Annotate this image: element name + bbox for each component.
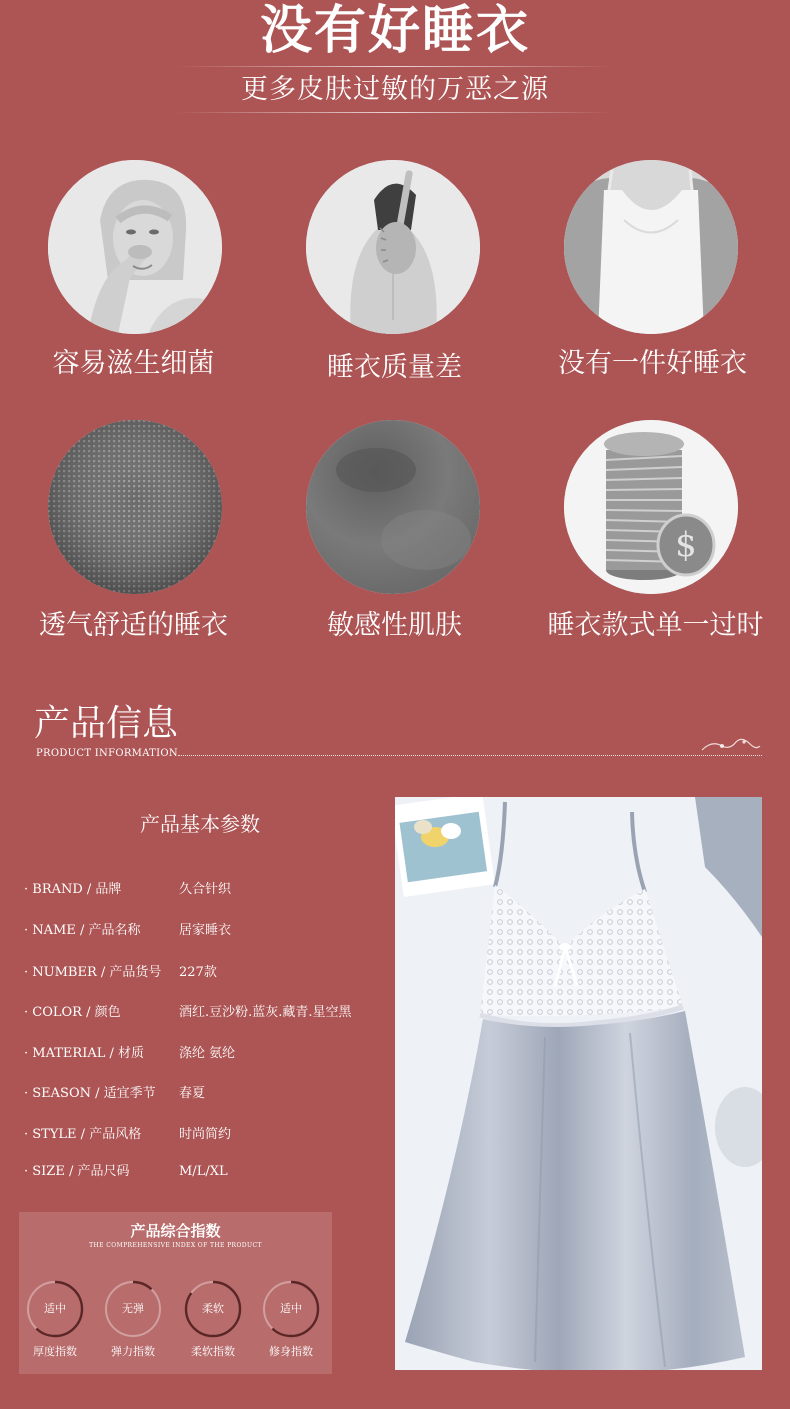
mesh-fabric-icon [48,420,222,594]
param-row-number [24,961,394,985]
index-subtitle: THE COMPREHENSIVE INDEX OF THE PRODUCT [89,1242,262,1249]
param-key: · SIZE / 产品尺码 [24,1164,130,1179]
index-value: 柔软 [202,1302,224,1315]
woman-holding-nose-icon [48,160,222,334]
coin-stack-icon [564,420,738,594]
param-row-season [24,1082,394,1106]
divider-top [175,66,615,67]
caption-breathable: 透气舒适的睡衣 [39,610,228,641]
param-key: · SEASON / 适宜季节 [24,1086,156,1101]
divider-bottom [175,112,615,113]
caption-outdated-style: 睡衣款式单一过时 [547,610,764,641]
index-label: 厚度指数 [33,1345,77,1358]
index-ring-thickness [25,1279,85,1339]
back-scrubbing-icon [306,160,480,334]
param-row-color [24,1001,394,1025]
postcard [395,797,495,897]
param-key: · NAME / 产品名称 [24,923,141,938]
param-value: M/L/XL [179,1164,228,1179]
param-value: 酒红.豆沙粉.蓝灰.藏青.星空黑 [179,1005,352,1020]
param-row-size [24,1160,394,1184]
index-panel [19,1212,332,1374]
floral-ornament-icon [700,736,762,758]
param-row-material [24,1042,394,1066]
index-value: 无弹 [122,1302,144,1315]
section-title: 产品信息 [34,703,179,744]
index-label: 柔软指数 [191,1345,235,1358]
index-value: 适中 [44,1302,66,1315]
product-photo [395,797,762,1370]
param-key: · NUMBER / 产品货号 [24,965,162,980]
param-value: 时尚简约 [179,1127,232,1142]
param-value: 227款 [179,965,217,980]
param-key: · BRAND / 品牌 [24,882,122,897]
param-value: 久合针织 [179,882,232,897]
param-row-style [24,1123,394,1147]
index-ring-fit [261,1279,321,1339]
index-ring-elasticity [103,1279,163,1339]
index-value: 适中 [280,1302,302,1315]
index-label: 弹力指数 [111,1345,155,1358]
index-title: 产品综合指数 [130,1222,221,1240]
caption-bacteria: 容易滋生细菌 [52,348,215,379]
tank-top-icon [564,160,738,334]
param-row-name [24,919,394,943]
caption-no-good-pajamas: 没有一件好睡衣 [558,348,747,379]
svg-text:$: $ [675,525,697,565]
caption-sensitive-skin: 敏感性肌肤 [327,610,462,641]
param-value: 春夏 [179,1086,206,1101]
param-key: · COLOR / 颜色 [24,1005,121,1020]
section-title-en: PRODUCT INFORMATION [36,748,178,759]
param-key: · MATERIAL / 材质 [24,1046,145,1061]
index-ring-softness [183,1279,243,1339]
param-value: 涤纶 氨纶 [179,1046,236,1061]
param-key: · STYLE / 产品风格 [24,1127,142,1142]
dotted-divider [178,755,762,756]
page-title: 没有好睡衣 [259,0,530,61]
caption-poor-quality: 睡衣质量差 [327,352,462,383]
param-value: 居家睡衣 [179,923,232,938]
index-label: 修身指数 [269,1345,313,1358]
param-row-brand [24,878,394,902]
page-subtitle: 更多皮肤过敏的万恶之源 [241,74,549,105]
params-title: 产品基本参数 [140,812,260,836]
skin-texture-icon [306,420,480,594]
